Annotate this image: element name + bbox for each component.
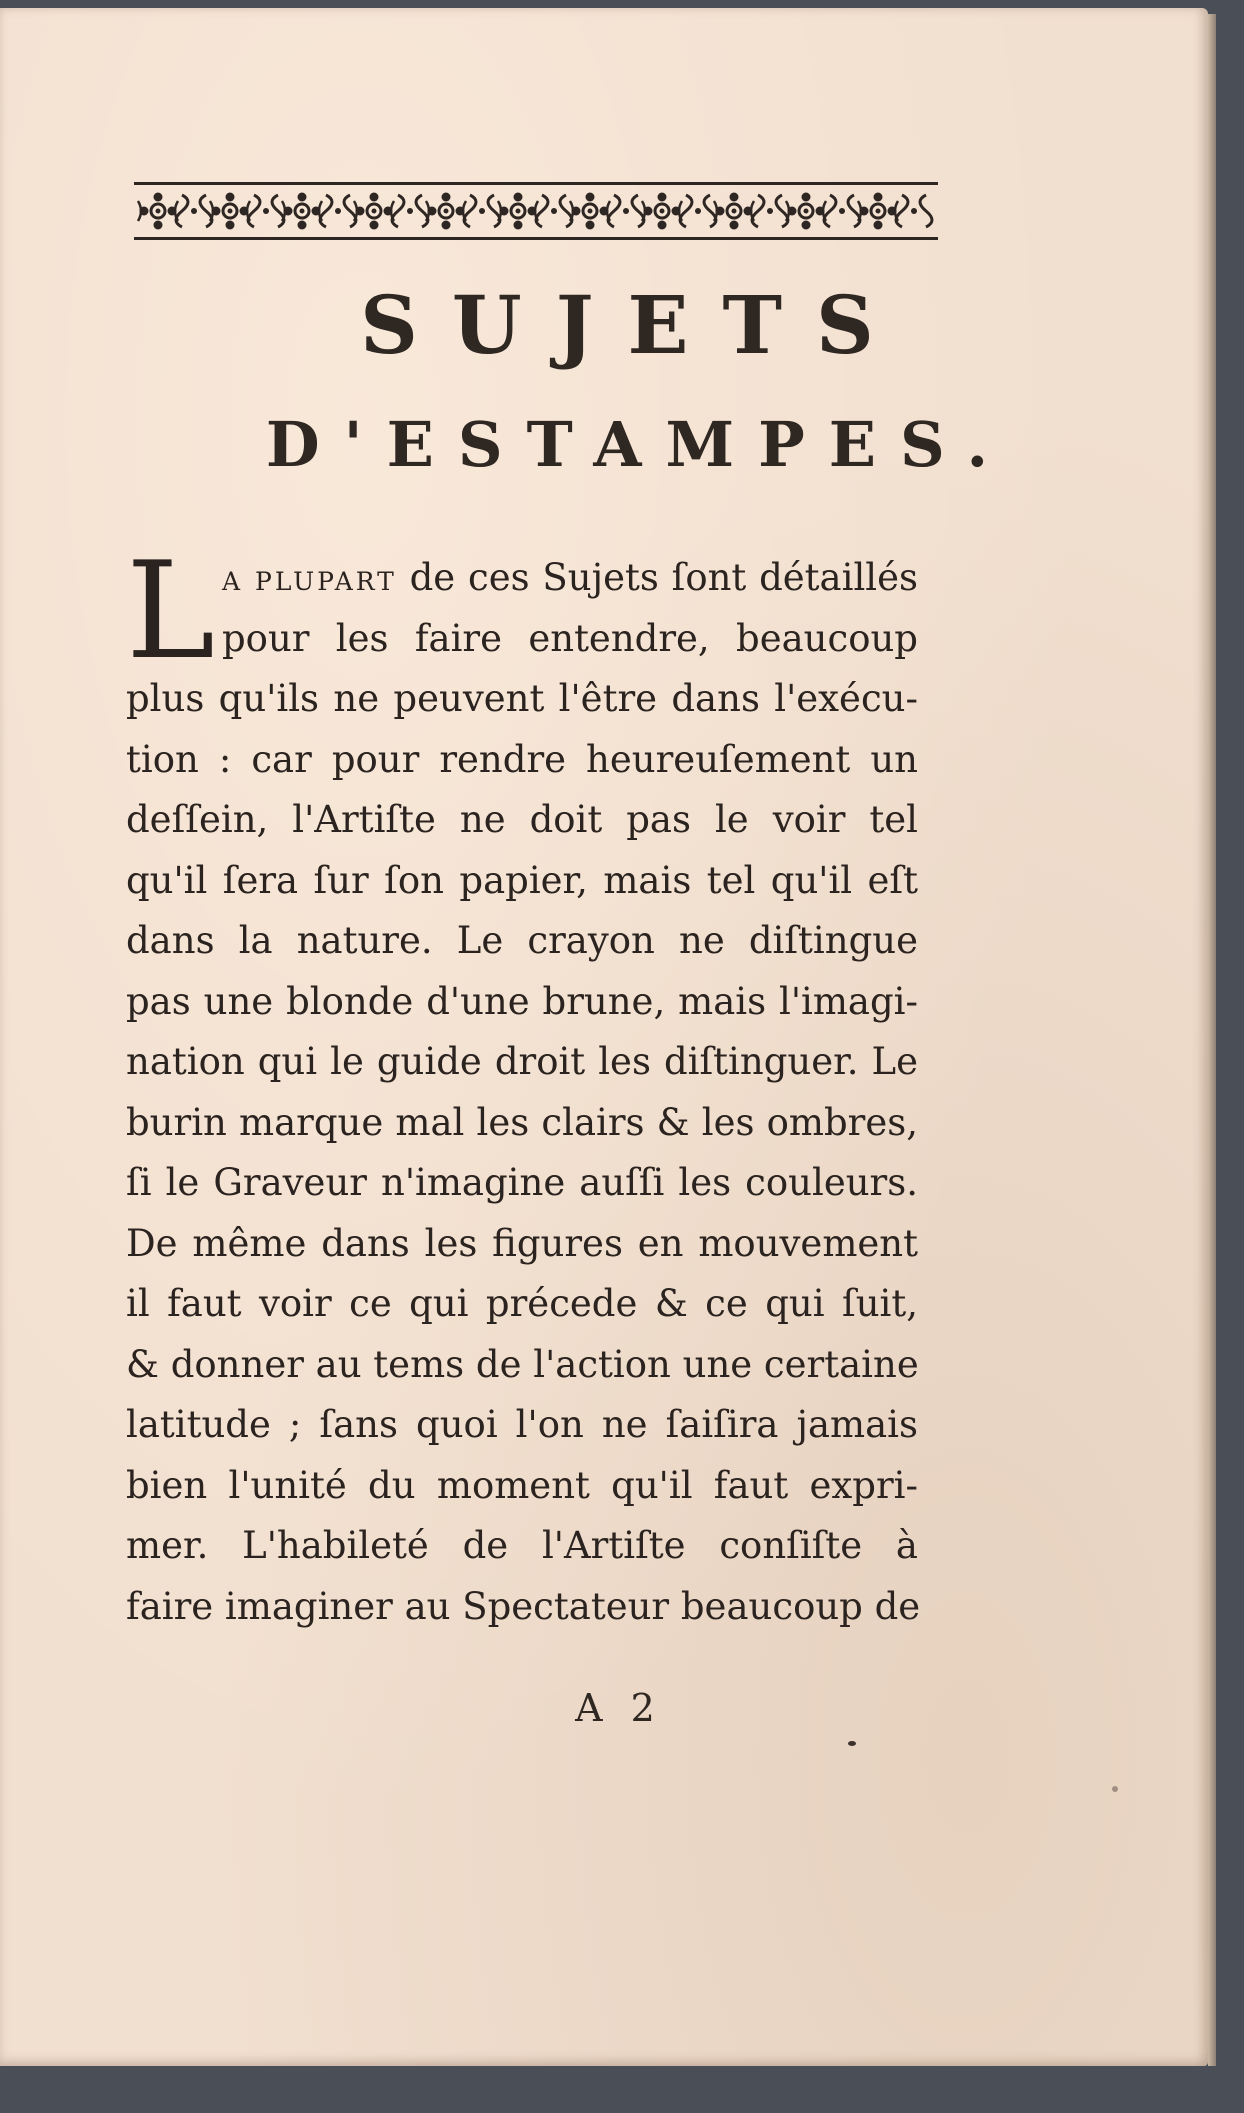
text-line: nation qui le guide droit les diſtinguer. Le: [126, 1040, 918, 1083]
text-line: ſi le Graveur n'imagine auſſi les couleurs.: [126, 1161, 918, 1204]
book-page: [0, 8, 1208, 2066]
floral-band-ornament-icon: [134, 180, 938, 242]
ink-speck: [1112, 1786, 1118, 1792]
text-line: faire imaginer au Spectateur beaucoup de: [126, 1584, 921, 1628]
text-line: mer. L'habileté de l'Artiſte conſiſte à: [126, 1524, 918, 1567]
text-line: & donner au tems de l'action une certaine: [126, 1342, 919, 1386]
text-line: qu'il ſera ſur ſon papier, mais tel qu'il eſt: [126, 858, 918, 902]
text-line: dans la nature. Le crayon ne diſtingue: [126, 919, 918, 962]
text-line: pas une blonde d'une brune, mais l'imagi-: [126, 979, 918, 1023]
text-line: burin marque mal les clairs & les ombres,: [126, 1100, 918, 1144]
smallcaps-opening: A PLUPART: [222, 567, 397, 596]
text-line: il faut voir ce qui précede & ce qui ſuit,: [126, 1282, 918, 1325]
text-line: De même dans les figures en mouvement: [126, 1221, 918, 1265]
text-line: bien l'unité du moment qu'il faut expri-: [126, 1463, 918, 1507]
page-signature-mark: A 2: [575, 1686, 663, 1730]
text-line: plus qu'ils ne peuvent l'être dans l'exécu-: [126, 677, 918, 720]
text-line: latitude ; ſans quoi l'on ne ſaiſira jamais: [126, 1403, 918, 1446]
page-title: SUJETS: [360, 278, 908, 372]
text-line: tion : car pour rendre heureuſement un: [126, 737, 918, 781]
drop-cap: L: [126, 533, 215, 689]
page-subtitle: D'ESTAMPES.: [265, 408, 1013, 481]
body-text: [126, 533, 921, 1637]
page-edge: [1208, 14, 1216, 2066]
text-line: deſſein, l'Artiſte ne doit pas le voir tel: [126, 798, 918, 841]
text-line: [126, 548, 918, 609]
text-line: pour les faire entendre, beaucoup: [222, 616, 918, 660]
ink-speck: [848, 1741, 856, 1746]
text-line-rest: de ces Sujets ſont détaillés: [396, 556, 918, 599]
